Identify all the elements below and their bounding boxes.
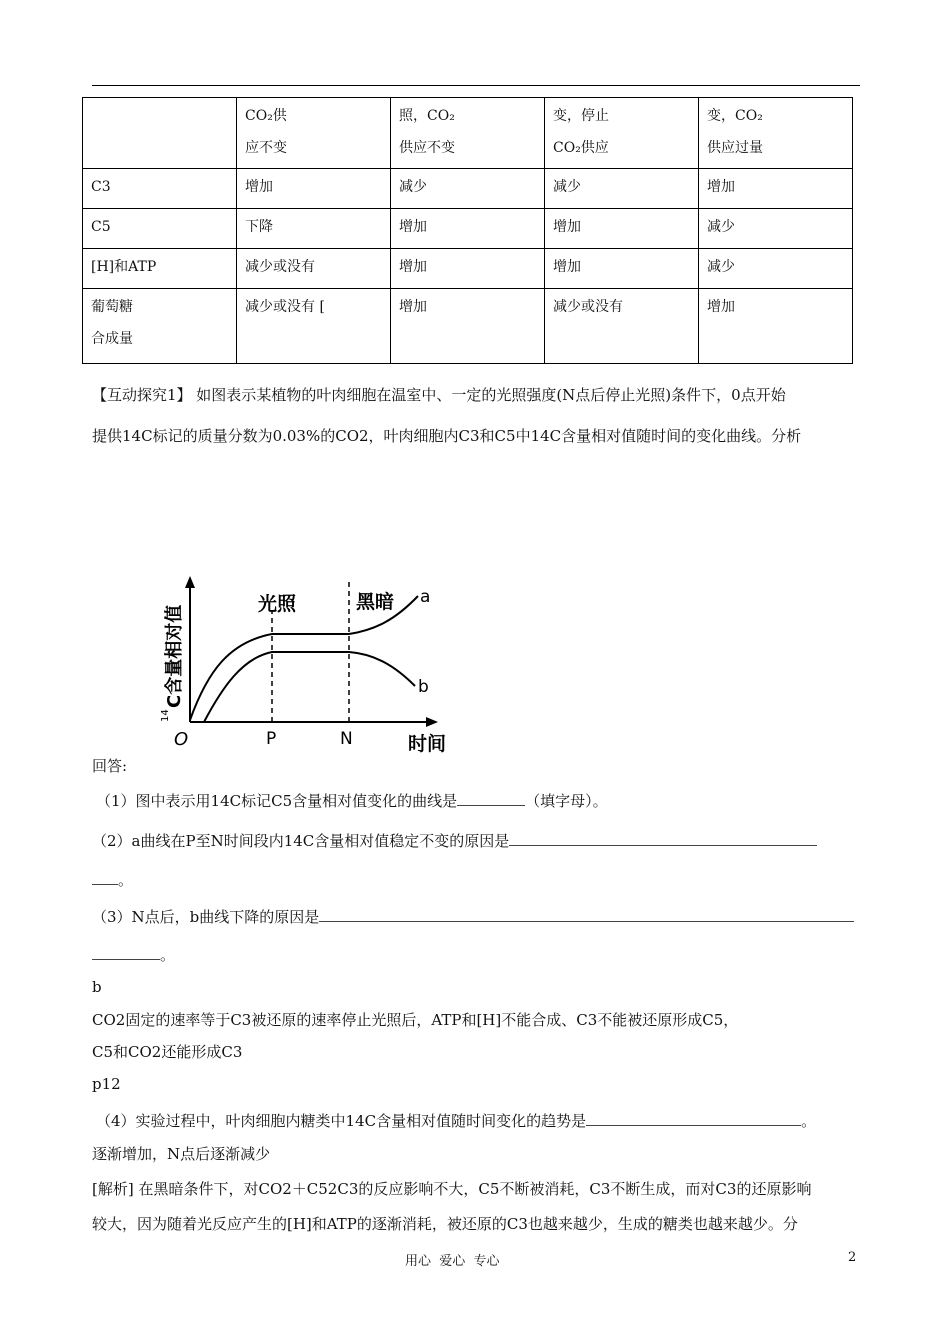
q3-answer-blank[interactable] [319, 907, 854, 922]
question-2: （2）a曲线在P至N时间段内14C含量相对值稳定不变的原因是 [92, 830, 862, 851]
analysis-line-2: 较大，因为随着光反应产生的[H]和ATP的逐渐消耗，被还原的C3也越来越少，生成的糖类也越来越少。分 [92, 1215, 798, 1233]
q2-answer-blank-cont[interactable] [92, 870, 118, 885]
x-axis-label: 时间 [408, 733, 447, 755]
table-cell: 下降 [237, 209, 391, 249]
question-2-cont: 。 [92, 869, 862, 890]
question-1: （1）图中表示用14C标记C5含量相对值变化的曲线是 （填字母）。 [96, 792, 608, 810]
answers-label: 回答: [92, 757, 128, 775]
table-cell: 增加 [391, 209, 545, 249]
y-axis-label-group [160, 605, 185, 722]
table-cell: 减少 [391, 169, 545, 209]
y-axis-arrow [185, 576, 195, 588]
tick-n-label: N [340, 729, 353, 749]
table-cell: 减少 [699, 209, 853, 249]
table-cell: 减少 [545, 169, 699, 209]
curve-a [190, 596, 418, 720]
header-rule [92, 85, 860, 86]
q2-answer-blank[interactable] [509, 831, 817, 846]
table-header-row [83, 98, 853, 169]
table-cell: 减少或没有 [ [237, 289, 391, 364]
table-cell: C3 [83, 169, 237, 209]
analysis-line-1: [解析] 在黑暗条件下，对CO2＋C52C3的反应影响不大，C5不断被消耗，C3不断生成，而对C3的还原影响 [92, 1180, 812, 1198]
comparison-table [82, 97, 853, 364]
table-cell: 增加 [699, 289, 853, 364]
table-cell [83, 98, 237, 169]
table-row [83, 209, 853, 249]
question-3-cont: 。 [92, 944, 862, 965]
table-cell: CO₂供 应不变 [237, 98, 391, 169]
reference: p12 [92, 1075, 121, 1093]
table-cell: 增加 [699, 169, 853, 209]
q4-answer-blank[interactable] [586, 1111, 801, 1126]
table-row [83, 289, 853, 364]
y-axis-label: C含量相对值 [164, 604, 185, 708]
intro-line-2: 提供14C标记的质量分数为0.03%的CO2，叶肉细胞内C3和C5中14C含量相对值随时间的变化曲线。分析 [92, 427, 802, 445]
question-3: （3）N点后，b曲线下降的原因是 [92, 906, 862, 927]
table-cell: 增加 [391, 289, 545, 364]
y-axis-label-sup: 14 [160, 709, 171, 722]
table-cell: 增加 [545, 249, 699, 289]
table-cell: 变，CO₂ 供应过量 [699, 98, 853, 169]
curve-a-label: a [420, 587, 431, 607]
table-cell: 增加 [391, 249, 545, 289]
curve-b-label: b [418, 677, 429, 697]
table-cell: C5 [83, 209, 237, 249]
table-cell: 减少或没有 [545, 289, 699, 364]
table-cell: 减少 [699, 249, 853, 289]
table-cell: 葡萄糖 合成量 [83, 289, 237, 364]
table-cell: 变，停止 CO₂供应 [545, 98, 699, 169]
answer-4: 逐渐增加，N点后逐渐减少 [92, 1145, 271, 1163]
table-row [83, 249, 853, 289]
answer-2: CO2固定的速率等于C3被还原的速率停止光照后，ATP和[H]不能合成、C3不能被还原形成C5， [92, 1011, 739, 1029]
q3-answer-blank-cont[interactable] [92, 945, 160, 960]
table-row [83, 169, 853, 209]
question-4: （4）实验过程中，叶肉细胞内糖类中14C含量相对值随时间变化的趋势是 。 [96, 1112, 817, 1130]
table-cell: [H]和ATP [83, 249, 237, 289]
answer-1: b [92, 978, 102, 996]
dark-region-label: 黑暗 [356, 591, 395, 613]
tick-p-label: P [266, 729, 277, 749]
x-axis-arrow [426, 717, 438, 727]
curve-b [204, 652, 415, 722]
table-cell: 增加 [545, 209, 699, 249]
table-cell: 增加 [237, 169, 391, 209]
light-region-label: 光照 [258, 593, 297, 615]
answer-2-cont: C5和CO2还能形成C3 [92, 1043, 243, 1061]
footer-slogan: 用心 爱心 专心 [405, 1254, 500, 1269]
table-cell: 照，CO₂ 供应不变 [391, 98, 545, 169]
table-cell: 减少或没有 [237, 249, 391, 289]
c14-curve-figure [150, 570, 470, 770]
q1-answer-blank[interactable] [457, 791, 525, 806]
origin-label: O [174, 729, 189, 750]
intro-line-1: 【互动探究1】 如图表示某植物的叶肉细胞在温室中、一定的光照强度(N点后停止光照)条件下，0点开始 [92, 386, 786, 404]
page-number: 2 [848, 1250, 857, 1265]
